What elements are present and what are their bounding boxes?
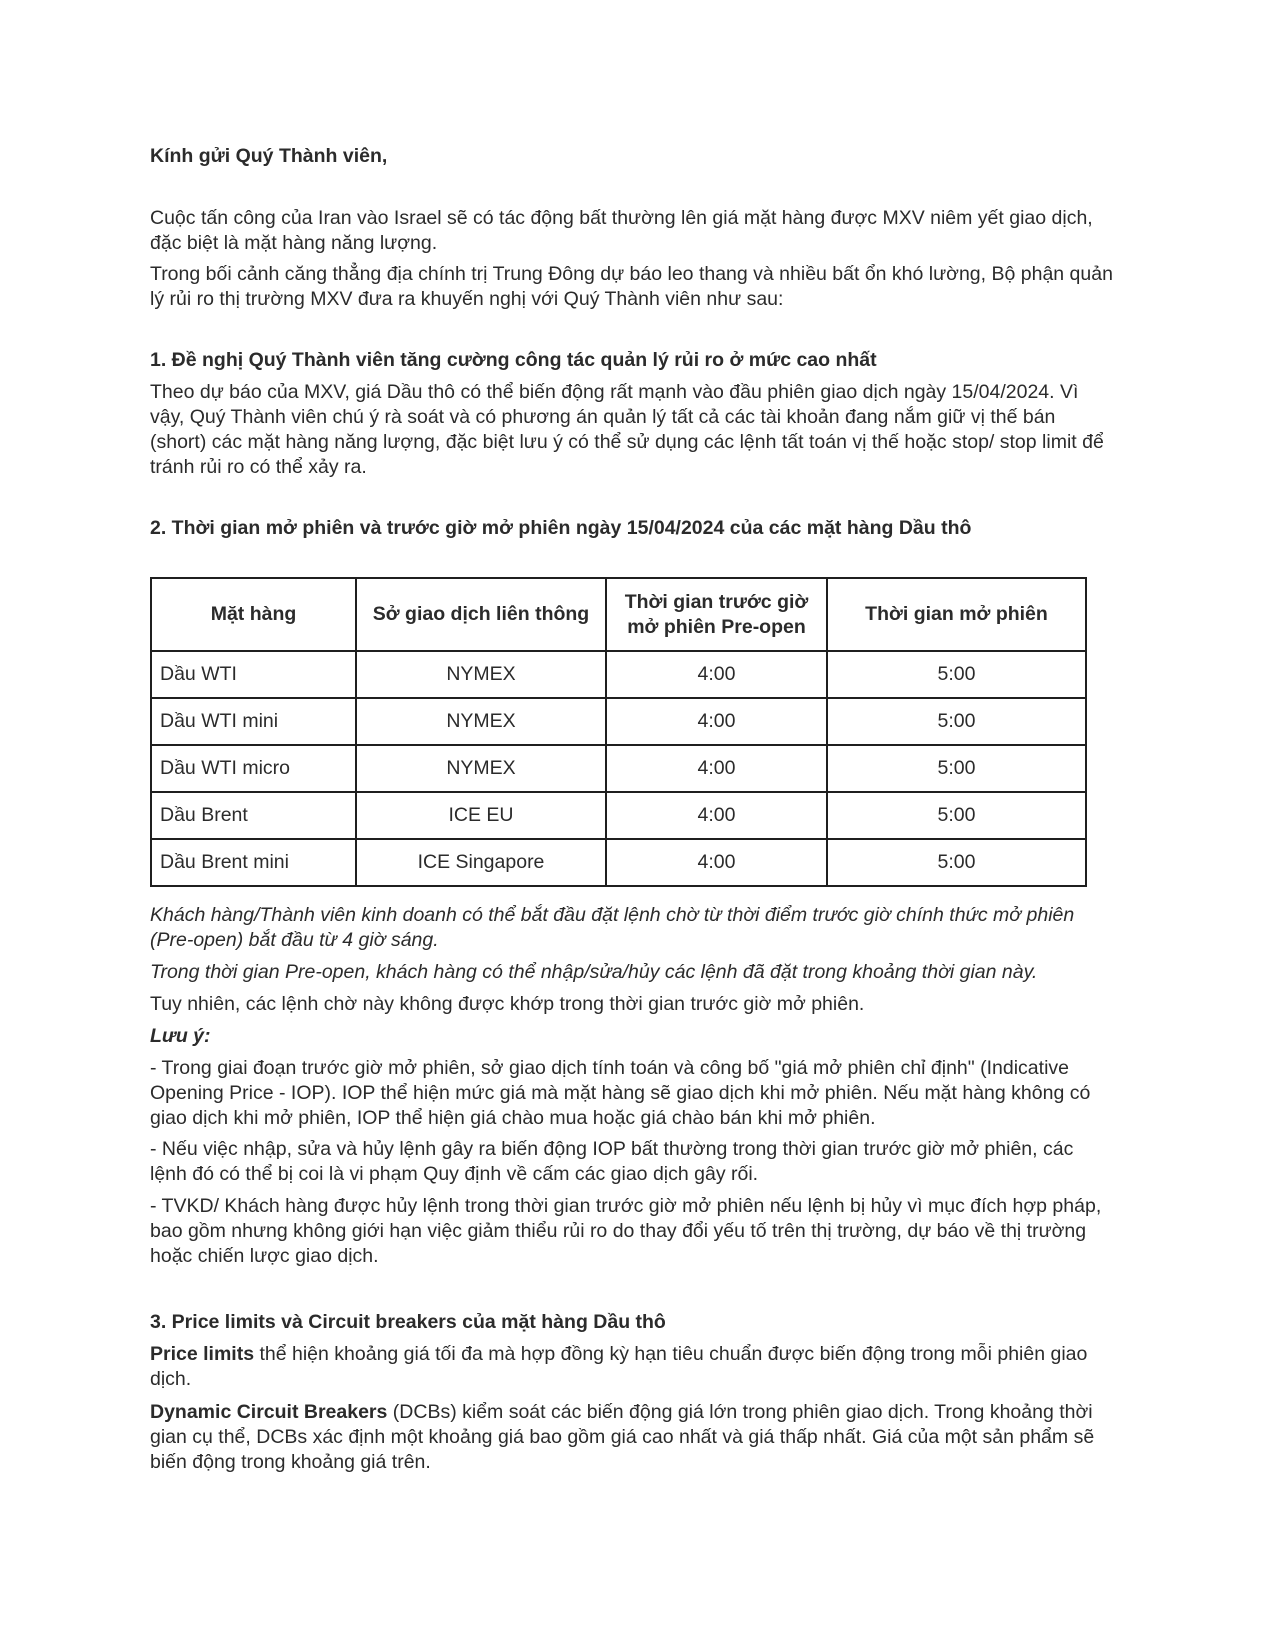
cell-exchange: NYMEX [356,745,606,792]
cell-open: 5:00 [827,651,1086,698]
note-item-violation: - Nếu việc nhập, sửa và hủy lệnh gây ra biến động IOP bất thường trong thời gian trước giờ mở phiên, các lệnh đó có thể bị coi là vi phạm Quy định về cấm các giao dịch gây rối. [150,1138,1074,1185]
section1-heading: 1. Đề nghị Quý Thành viên tăng cường công tác quản lý rủi ro ở mức cao nhất [150,349,877,371]
cell-pre-open: 4:00 [606,839,827,886]
section2-heading: 2. Thời gian mở phiên và trước giờ mở phiên ngày 15/04/2024 của các mặt hàng Dầu thô [150,517,972,539]
cell-commodity: Dầu WTI micro [151,745,356,792]
cell-commodity: Dầu WTI [151,651,356,698]
cell-pre-open: 4:00 [606,651,827,698]
crude-oil-session-table [150,577,1087,887]
note-label: Lưu ý: [150,1025,211,1047]
header-open-time: Thời gian mở phiên [827,578,1086,651]
table-row [151,839,1086,886]
cell-exchange: ICE Singapore [356,839,606,886]
cell-open: 5:00 [827,839,1086,886]
table-header-row [151,578,1086,651]
dcb-text: (DCBs) kiểm soát các biến động giá lớn trong phiên giao dịch. Trong khoảng thời gian cụ thể, DCBs xác định một khoảng giá bao gồm giá cao nhất và giá thấp nhất. Giá của một sản phẩm sẽ biến động trong khoảng giá trên. [150,1401,1095,1473]
cell-pre-open: 4:00 [606,745,827,792]
note-item-cancel: - TVKD/ Khách hàng được hủy lệnh trong thời gian trước giờ mở phiên nếu lệnh bị hủy vì mục đích hợp pháp, bao gồm nhưng không giới hạn việc giảm thiểu rủi ro do thay đổi yếu tố trên thị trường, dự báo về thị trường hoặc chiến lược giao dịch. [150,1195,1102,1267]
header-commodity: Mặt hàng [151,578,356,651]
greeting: Kính gửi Quý Thành viên, [150,145,388,167]
price-limits-text: thể hiện khoảng giá tối đa mà hợp đồng kỳ hạn tiêu chuẩn được biến động trong mỗi phiên giao dịch. [150,1343,1088,1390]
dcb-paragraph [150,1400,1115,1475]
dcb-term: Dynamic Circuit Breakers [150,1401,388,1423]
cell-exchange: NYMEX [356,651,606,698]
pre-open-note-1: Khách hàng/Thành viên kinh doanh có thể bắt đầu đặt lệnh chờ từ thời điểm trước giờ chính thức mở phiên (Pre-open) bắt đầu từ 4 giờ sáng. [150,904,1075,951]
cell-pre-open: 4:00 [606,792,827,839]
cell-commodity: Dầu Brent mini [151,839,356,886]
section1-body: Theo dự báo của MXV, giá Dầu thô có thể biến động rất mạnh vào đầu phiên giao dịch ngày 15/04/2024. Vì vậy, Quý Thành viên chú ý rà soát và có phương án quản lý tất cả các tài khoản đang nắm giữ vị thế bán (short) các mặt hàng năng lượng, đặc biệt lưu ý có thể sử dụng các lệnh tất toán vị thế hoặc stop/ stop limit để tránh rủi ro có thể xảy ra. [150,381,1104,478]
cell-open: 5:00 [827,792,1086,839]
cell-pre-open: 4:00 [606,698,827,745]
cell-exchange: ICE EU [356,792,606,839]
cell-open: 5:00 [827,745,1086,792]
pre-open-note-3: Tuy nhiên, các lệnh chờ này không được khớp trong thời gian trước giờ mở phiên. [150,993,865,1015]
cell-exchange: NYMEX [356,698,606,745]
table-row [151,745,1086,792]
table-row [151,651,1086,698]
note-item-iop: - Trong giai đoạn trước giờ mở phiên, sở giao dịch tính toán và công bố "giá mở phiên chỉ định" (Indicative Opening Price - IOP). IOP thể hiện mức giá mà mặt hàng sẽ giao dịch khi mở phiên. Nếu mặt hàng không có giao dịch khi mở phiên, IOP thể hiện giá chào mua hoặc giá chào bán khi mở phiên. [150,1057,1091,1129]
section3-heading: 3. Price limits và Circuit breakers của mặt hàng Dầu thô [150,1311,666,1333]
header-exchange: Sở giao dịch liên thông [356,578,606,651]
intro-paragraph-2: Trong bối cảnh căng thẳng địa chính trị Trung Đông dự báo leo thang và nhiều bất ổn khó lường, Bộ phận quản lý rủi ro thị trường MXV đưa ra khuyến nghị với Quý Thành viên như sau: [150,263,1113,310]
price-limits-paragraph [150,1342,1115,1392]
intro-paragraph-1: Cuộc tấn công của Iran vào Israel sẽ có tác động bất thường lên giá mặt hàng được MXV niêm yết giao dịch, đặc biệt là mặt hàng năng lượng. [150,207,1093,254]
header-pre-open-time: Thời gian trước giờ mở phiên Pre-open [606,578,827,651]
price-limits-term: Price limits [150,1343,255,1365]
table-row [151,698,1086,745]
cell-commodity: Dầu Brent [151,792,356,839]
pre-open-note-2: Trong thời gian Pre-open, khách hàng có thể nhập/sửa/hủy các lệnh đã đặt trong khoảng thời gian này. [150,961,1038,983]
table-row [151,792,1086,839]
cell-open: 5:00 [827,698,1086,745]
cell-commodity: Dầu WTI mini [151,698,356,745]
